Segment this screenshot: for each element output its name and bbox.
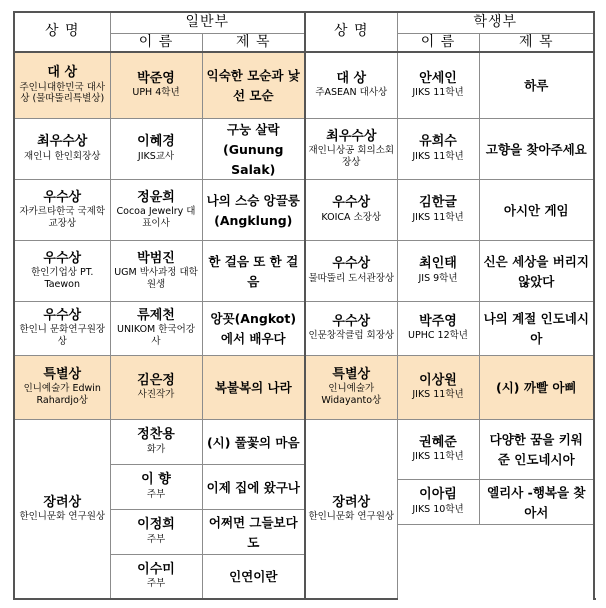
winner-name: 권혜준	[419, 434, 457, 450]
winner-cell	[110, 52, 202, 118]
award-cell	[14, 240, 110, 301]
work-cell	[479, 355, 594, 419]
work-title: 고향을 찾아주세요	[485, 141, 587, 157]
header-title-student: 제 목	[479, 33, 594, 52]
award-name: 우수상	[43, 308, 82, 323]
winner-cell	[397, 419, 479, 479]
award-sponsor: 한인니 문화연구원장상	[19, 324, 106, 348]
winner-affiliation: 주부	[146, 578, 166, 590]
work-cell	[202, 554, 305, 599]
work-cell	[479, 419, 594, 479]
work-title: 앙꼿(Angkot)에서 배우다	[210, 311, 297, 346]
award-cell	[14, 118, 110, 179]
award-cell	[14, 419, 110, 599]
work-title: 인연이란	[229, 569, 278, 585]
award-name: 우수상	[332, 256, 371, 272]
work-cell	[202, 509, 305, 554]
award-cell	[305, 419, 397, 599]
work-title: 엘리사 -행복을 찾아서	[487, 484, 586, 520]
winner-cell	[397, 52, 479, 118]
work-cell	[479, 479, 594, 524]
winner-cell	[397, 240, 479, 301]
winner-affiliation: JIKS 11학년	[412, 389, 464, 401]
award-name: 특별상	[332, 367, 371, 382]
work-title: 다양한 꿈을 키워 준 인도네시아	[489, 432, 583, 467]
work-title: (시) 풀꽃의 마음	[206, 434, 300, 450]
work-title: 신은 세상을 버리지 않았다	[483, 253, 589, 289]
work-cell	[202, 355, 305, 419]
award-sponsor: 물따뚤리 도서관장상	[308, 272, 395, 284]
award-sponsor: 인문창작클럽 회장상	[308, 330, 395, 342]
winner-affiliation: Cocoa Jewelry 대표이사	[116, 205, 196, 229]
work-title: 구눙 살락 (Gunung Salak)	[222, 121, 284, 177]
table-row	[14, 240, 594, 301]
work-title: (시) 까빨 아삐	[496, 380, 577, 395]
work-title: 나의 스승 앙끌룽(Angklung)	[206, 192, 300, 228]
winner-name: 이정희	[137, 517, 175, 533]
winner-name: 최인태	[419, 256, 457, 272]
header-award-student: 상 명	[305, 12, 397, 52]
work-cell	[479, 118, 594, 179]
work-cell	[202, 240, 305, 301]
winner-name: 안세인	[419, 71, 457, 87]
award-cell	[14, 179, 110, 240]
winner-cell	[110, 179, 202, 240]
work-cell	[202, 118, 305, 179]
header-award-general: 상 명	[14, 12, 110, 52]
award-cell	[305, 240, 397, 301]
winner-name: 박주영	[419, 313, 457, 329]
winner-name: 정찬용	[137, 427, 175, 443]
award-sponsor: 재인니상공 회의소회장상	[308, 144, 395, 168]
header-student-division: 학생부	[397, 12, 594, 33]
winner-name: 박준영	[137, 71, 175, 87]
work-cell	[479, 179, 594, 240]
winner-name: 이혜경	[137, 134, 175, 150]
winner-cell	[110, 419, 202, 464]
award-sponsor: 재인니 한인회장상	[24, 150, 101, 162]
work-title: 어쩌면 그들보다도	[208, 514, 298, 550]
winner-name: 이상원	[419, 372, 457, 388]
winner-affiliation: UPH 4학년	[132, 87, 180, 99]
winner-affiliation: JIKS 11학년	[412, 211, 464, 223]
winner-name: 이 향	[141, 472, 171, 488]
awards-table-container	[13, 11, 595, 600]
work-cell	[202, 301, 305, 355]
award-name: 대 상	[336, 71, 367, 87]
work-title: 익숙한 모순과 낯선 모순	[206, 68, 300, 104]
award-name: 대 상	[47, 65, 78, 81]
table-row	[14, 419, 594, 434]
award-name: 장려상	[43, 494, 82, 510]
winner-name: 이수미	[137, 562, 175, 578]
table-row	[14, 118, 594, 179]
header-name-general: 이 름	[110, 33, 202, 52]
award-cell	[305, 301, 397, 355]
award-cell	[305, 355, 397, 419]
winner-affiliation: JIKS 11학년	[412, 451, 464, 463]
award-cell	[305, 118, 397, 179]
header-general-division: 일반부	[110, 12, 305, 33]
award-sponsor: 주인니대한민국 대사상 (물따뚤리특별상)	[19, 81, 106, 105]
work-cell	[202, 179, 305, 240]
award-name: 우수상	[43, 189, 82, 205]
award-cell	[305, 52, 397, 118]
winner-name: 이아림	[419, 487, 457, 503]
winner-affiliation: JIKS 11학년	[412, 150, 464, 162]
winner-affiliation: JIS 9학년	[418, 272, 458, 284]
winner-affiliation: 사진작가	[137, 389, 175, 401]
winner-name: 박범진	[137, 250, 175, 266]
winner-cell	[397, 118, 479, 179]
work-cell	[202, 52, 305, 118]
award-cell	[305, 179, 397, 240]
work-title: 나의 계절 인도네시아	[483, 311, 589, 346]
winner-name: 유희수	[419, 134, 457, 150]
work-cell	[479, 240, 594, 301]
winner-affiliation: JIKS 11학년	[412, 87, 464, 99]
winner-cell	[110, 464, 202, 509]
winner-cell	[110, 240, 202, 301]
award-sponsor: 자카르타한국 국제학교장상	[19, 205, 106, 229]
winner-cell	[110, 118, 202, 179]
awards-table	[13, 11, 595, 600]
work-title: 아시안 게임	[503, 202, 569, 218]
award-name: 우수상	[332, 313, 371, 329]
header-title-general: 제 목	[202, 33, 305, 52]
winner-name: 김은정	[137, 372, 175, 388]
winner-cell	[110, 355, 202, 419]
table-row	[14, 355, 594, 419]
award-sponsor: 한인니문화 연구원상	[19, 510, 106, 522]
winner-affiliation: 화가	[146, 443, 166, 455]
table-row	[14, 52, 594, 118]
work-title: 하루	[524, 78, 549, 94]
award-cell	[14, 355, 110, 419]
award-name: 최우수상	[37, 134, 88, 150]
winner-affiliation: 주부	[146, 533, 166, 545]
winner-affiliation: 주부	[146, 488, 166, 500]
winner-cell	[397, 355, 479, 419]
winner-cell	[110, 554, 202, 599]
award-name: 우수상	[43, 250, 82, 266]
award-sponsor: 한인기업상 PT. Taewon	[31, 266, 94, 290]
winner-cell	[397, 179, 479, 240]
award-sponsor: 주ASEAN 대사상	[315, 87, 388, 99]
winner-affiliation: JIKS 10학년	[412, 503, 464, 515]
winner-cell	[110, 301, 202, 355]
award-cell	[14, 52, 110, 118]
award-sponsor: 인니예술가 Widayanto상	[321, 383, 382, 407]
work-cell	[202, 419, 305, 464]
work-cell	[202, 464, 305, 509]
winner-affiliation: UNIKOM 한국어강사	[117, 324, 195, 348]
winner-name: 정윤희	[137, 189, 175, 205]
award-cell	[14, 301, 110, 355]
work-cell	[479, 301, 594, 355]
work-title: 이제 집에 왔구나	[206, 479, 300, 495]
header-name-student: 이 름	[397, 33, 479, 52]
table-row	[14, 301, 594, 355]
winner-name: 류제천	[137, 308, 175, 323]
winner-affiliation: UPHC 12학년	[408, 330, 468, 342]
award-name: 우수상	[332, 195, 371, 211]
award-sponsor: 한인니문화 연구원상	[308, 510, 395, 522]
award-sponsor: KOICA 소장상	[321, 211, 382, 223]
award-name: 최우수상	[326, 128, 377, 144]
winner-cell	[397, 479, 479, 524]
winner-cell	[397, 301, 479, 355]
award-name: 장려상	[332, 494, 371, 510]
award-sponsor: 인니예술가 Edwin Rahardjo상	[23, 383, 101, 407]
work-title: 한 걸음 또 한 걸음	[208, 253, 299, 289]
work-title: 복불복의 나라	[214, 380, 292, 395]
winner-affiliation: UGM 박사과정 대학원생	[114, 266, 198, 290]
winner-cell	[110, 509, 202, 554]
work-cell	[479, 52, 594, 118]
winner-affiliation: JIKS교사	[137, 150, 175, 162]
table-row	[14, 179, 594, 240]
winner-name: 김한글	[419, 195, 457, 211]
award-name: 특별상	[43, 367, 82, 382]
